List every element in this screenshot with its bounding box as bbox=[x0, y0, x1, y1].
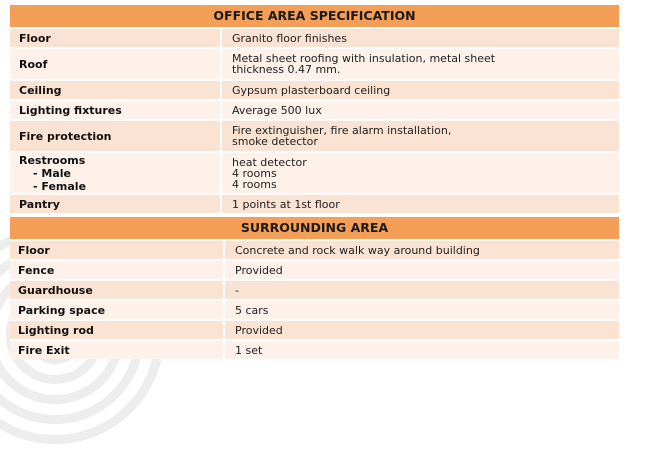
row-value bbox=[223, 281, 619, 299]
office-spec-table bbox=[10, 5, 619, 213]
table-row bbox=[10, 119, 619, 151]
value-line: - bbox=[235, 283, 239, 297]
value-line: Average 500 lux bbox=[232, 103, 322, 117]
row-label: Ceiling bbox=[19, 83, 62, 97]
value-line: 4 rooms bbox=[232, 177, 277, 191]
row-label: Lighting fixtures bbox=[19, 103, 122, 117]
row-value bbox=[223, 241, 619, 259]
value-line: 1 points at 1st floor bbox=[232, 197, 340, 211]
value-line: Gypsum plasterboard ceiling bbox=[232, 83, 391, 97]
row-value bbox=[223, 301, 619, 319]
value-line: Concrete and rock walk way around building bbox=[235, 243, 480, 257]
value-line: Metal sheet roofing with insulation, metal sheet bbox=[232, 52, 496, 65]
table-row bbox=[10, 27, 619, 47]
value-line: Fire extinguisher, fire alarm installation, bbox=[232, 124, 452, 137]
value-line: Provided bbox=[235, 323, 283, 337]
table-row bbox=[10, 79, 619, 99]
row-value bbox=[220, 195, 619, 213]
row-value bbox=[220, 49, 619, 79]
row-label: Guardhouse bbox=[18, 283, 93, 297]
row-value bbox=[223, 261, 619, 279]
value-line: 5 cars bbox=[235, 303, 269, 317]
table-row bbox=[10, 239, 619, 259]
value-line: heat detector bbox=[232, 155, 307, 169]
row-label: Lighting rod bbox=[18, 323, 94, 337]
restrooms-female-label: - Female bbox=[33, 179, 87, 193]
restrooms-label: Restrooms bbox=[19, 153, 86, 167]
table-row bbox=[10, 299, 619, 319]
row-label: Floor bbox=[19, 31, 51, 45]
surrounding-area-title: SURROUNDING AREA bbox=[10, 217, 619, 239]
row-value bbox=[220, 101, 619, 119]
row-label bbox=[10, 153, 220, 193]
surrounding-area-table bbox=[10, 217, 619, 359]
row-label: Floor bbox=[18, 243, 50, 257]
value-line: Granito floor finishes bbox=[232, 31, 347, 45]
row-label: Parking space bbox=[18, 303, 106, 317]
row-value bbox=[223, 341, 619, 359]
table-row bbox=[10, 279, 619, 299]
value-line: thickness 0.47 mm. bbox=[232, 63, 341, 76]
table-row bbox=[10, 151, 619, 193]
value-line: Provided bbox=[235, 263, 283, 277]
table-row bbox=[10, 99, 619, 119]
table-row bbox=[10, 319, 619, 339]
table-row bbox=[10, 47, 619, 79]
row-value bbox=[220, 153, 619, 193]
table-row bbox=[10, 259, 619, 279]
office-spec-title: OFFICE AREA SPECIFICATION bbox=[10, 5, 619, 27]
row-value bbox=[223, 321, 619, 339]
row-label: Fire Exit bbox=[18, 343, 70, 357]
row-label: Roof bbox=[19, 57, 48, 71]
table-row bbox=[10, 193, 619, 213]
row-value bbox=[220, 81, 619, 99]
value-line: 1 set bbox=[235, 343, 263, 357]
row-label: Fire protection bbox=[19, 129, 112, 143]
row-value bbox=[220, 29, 619, 47]
row-label: Fence bbox=[18, 263, 55, 277]
table-row bbox=[10, 339, 619, 359]
value-line: 4 rooms bbox=[232, 166, 277, 180]
row-label: Pantry bbox=[19, 197, 60, 211]
restrooms-male-label: - Male bbox=[33, 166, 71, 180]
row-value bbox=[220, 121, 619, 151]
value-line: smoke detector bbox=[232, 135, 318, 148]
